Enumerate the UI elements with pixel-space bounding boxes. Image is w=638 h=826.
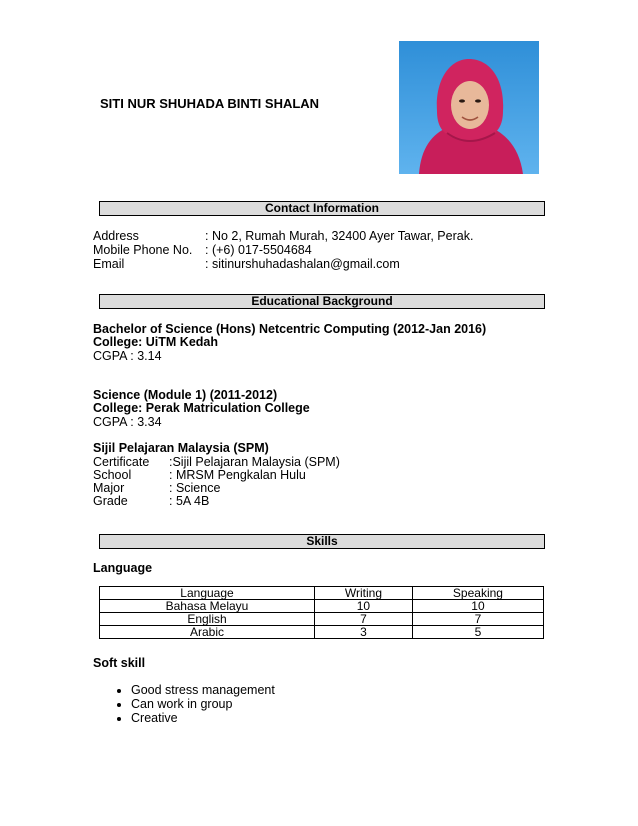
language-cell: Arabic [100, 626, 315, 639]
spm-value-grade: : 5A 4B [169, 494, 210, 508]
table-row [100, 626, 544, 639]
spm-value-major: : Science [169, 481, 221, 495]
spm-title: Sijil Pelajaran Malaysia (SPM) [93, 441, 269, 455]
spm-value-certificate: :Sijil Pelajaran Malaysia (SPM) [169, 455, 340, 469]
spm-label-school: School [93, 468, 132, 482]
language-cell: Bahasa Melayu [100, 600, 315, 613]
skills-section-header: Skills [99, 534, 545, 549]
speaking-cell: 5 [412, 626, 543, 639]
contact-value-phone: : (+6) 017-5504684 [205, 243, 312, 257]
matric-title: Science (Module 1) (2011-2012) [93, 388, 278, 402]
language-cell: English [100, 613, 315, 626]
degree-college: College: UiTM Kedah [93, 335, 219, 349]
list-item: • Can work in group [131, 697, 275, 711]
speaking-cell: 7 [412, 613, 543, 626]
spm-value-school: : MRSM Pengkalan Hulu [169, 468, 306, 482]
writing-cell: 7 [314, 613, 412, 626]
table-row [100, 613, 544, 626]
contact-label-address: Address [93, 229, 139, 243]
degree-cgpa: CGPA : 3.14 [93, 349, 162, 363]
writing-col-header: Writing [314, 587, 412, 600]
resume-name: SITI NUR SHUHADA BINTI SHALAN [100, 96, 320, 111]
matric-college: College: Perak Matriculation College [93, 401, 310, 415]
writing-cell: 10 [314, 600, 412, 613]
contact-label-phone: Mobile Phone No. [93, 243, 193, 257]
soft-skill-list [92, 683, 275, 725]
list-item: • Good stress management [131, 683, 275, 697]
language-table [99, 586, 544, 639]
contact-section-header: Contact Information [99, 201, 545, 216]
matric-cgpa: CGPA : 3.34 [93, 415, 162, 429]
language-col-header: Language [100, 587, 315, 600]
language-heading: Language [93, 561, 153, 575]
speaking-col-header: Speaking [412, 587, 543, 600]
spm-label-major: Major [93, 481, 125, 495]
language-table-header-row [100, 587, 544, 600]
contact-value-email: : sitinurshuhadashalan@gmail.com [205, 257, 400, 271]
speaking-cell: 10 [412, 600, 543, 613]
contact-value-address: : No 2, Rumah Murah, 32400 Ayer Tawar, Perak. [205, 229, 474, 243]
education-section-header: Educational Background [99, 294, 545, 309]
spm-label-grade: Grade [93, 494, 128, 508]
soft-skill-heading: Soft skill [93, 656, 146, 670]
spm-label-certificate: Certificate [93, 455, 150, 469]
writing-cell: 3 [314, 626, 412, 639]
contact-label-email: Email [93, 257, 125, 271]
table-row [100, 600, 544, 613]
list-item: • Creative [131, 711, 275, 725]
profile-photo [399, 41, 539, 174]
degree-title: Bachelor of Science (Hons) Netcentric Computing (2012-Jan 2016) [93, 322, 487, 336]
